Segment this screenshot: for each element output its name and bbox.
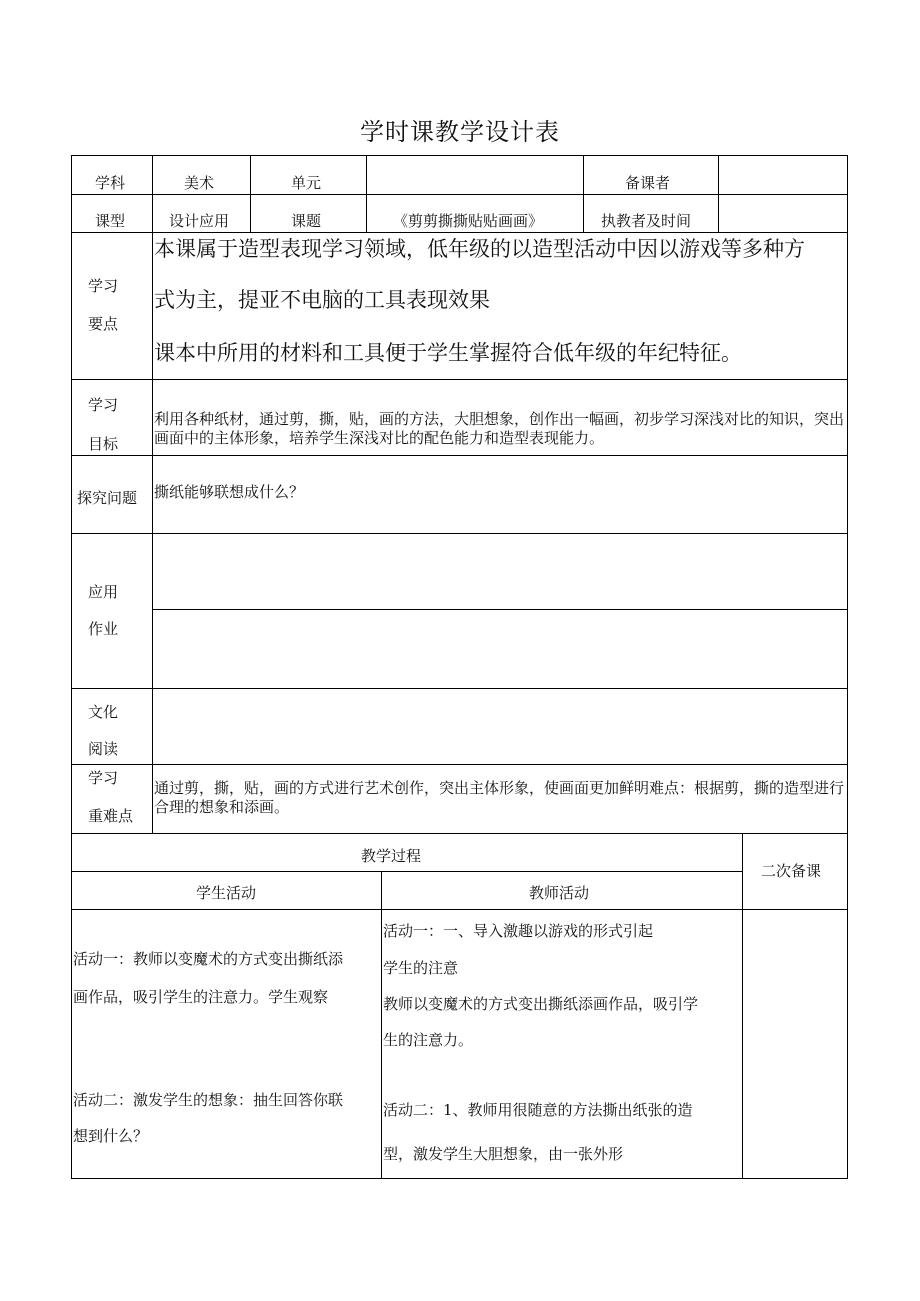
rule bbox=[71, 833, 848, 834]
unit-label: 单元 bbox=[291, 174, 322, 192]
inquiry-text: 撕纸能够联想成什么？ bbox=[154, 483, 305, 501]
culture-label: 阅读 bbox=[88, 740, 119, 758]
teacher-activity-line: 型，激发学生大胆想象，由一张外形 bbox=[383, 1145, 624, 1163]
rule bbox=[71, 1178, 848, 1179]
difficulties-label: 学习 bbox=[88, 769, 119, 787]
rule bbox=[742, 833, 743, 1179]
rule bbox=[71, 533, 848, 534]
type-label: 课型 bbox=[95, 212, 126, 230]
subject-label: 学科 bbox=[95, 174, 126, 192]
teacher-activity-line: 活动二：1、教师用很随意的方法撕出纸张的造 bbox=[383, 1101, 693, 1119]
inquiry-label: 探究问题 bbox=[77, 489, 138, 507]
rule bbox=[847, 155, 848, 1179]
rule bbox=[71, 194, 848, 195]
topic-label: 课题 bbox=[291, 212, 322, 230]
process-title: 教学过程 bbox=[361, 847, 422, 865]
rule bbox=[381, 871, 382, 1179]
key-points-label: 学习 bbox=[88, 277, 119, 295]
rule bbox=[152, 155, 153, 833]
rule bbox=[583, 155, 584, 232]
rule bbox=[250, 155, 251, 232]
student-activity-line: 活动二：激发学生的想象：抽生回答你联 bbox=[73, 1091, 344, 1109]
page-title: 学时课教学设计表 bbox=[360, 118, 560, 146]
objectives-label: 学习 bbox=[88, 396, 119, 414]
subject-value: 美术 bbox=[184, 174, 215, 192]
rule bbox=[71, 155, 848, 156]
student-activity-line: 活动一：教师以变魔术的方式变出撕纸添 bbox=[73, 950, 344, 968]
student-activity-line: 画作品，吸引学生的注意力。学生观察 bbox=[73, 988, 329, 1006]
key-points-text: 本课属于造型表现学习领域，低年级的以造型活动中因以游戏等多种方 bbox=[154, 237, 805, 261]
preparer-label: 备课者 bbox=[625, 174, 671, 192]
rule bbox=[71, 688, 848, 689]
teacher-activity-line: 生的注意力。 bbox=[383, 1031, 474, 1049]
type-value: 设计应用 bbox=[169, 212, 230, 230]
second-prep-header: 二次备课 bbox=[761, 862, 822, 880]
key-points-text: 式为主，提亚不电脑的工具表现效果 bbox=[154, 288, 490, 312]
teacher-activity-line: 活动一：一、导入激趣以游戏的形式引起 bbox=[383, 922, 654, 940]
objectives-text: 利用各种纸材，通过剪，撕，贴，画的方法，大胆想象，创作出一幅画，初步学习深浅对比的知识，突出画面中的主体形象，培养学生深浅对比的配色能力和造型表现能力。 bbox=[154, 410, 845, 447]
culture-label: 文化 bbox=[88, 703, 119, 721]
student-activity-line: 想到什么？ bbox=[73, 1127, 149, 1145]
key-points-label: 要点 bbox=[88, 315, 119, 333]
objectives-label: 目标 bbox=[88, 435, 119, 453]
teacher-activity-header: 教师活动 bbox=[529, 884, 590, 902]
teacher-time-label: 执教者及时间 bbox=[601, 212, 692, 230]
rule bbox=[71, 232, 848, 233]
homework-label: 应用 bbox=[88, 583, 119, 601]
rule bbox=[71, 155, 72, 1179]
student-activity-header: 学生活动 bbox=[196, 884, 257, 902]
teacher-activity-line: 学生的注意 bbox=[383, 959, 459, 977]
rule bbox=[71, 909, 848, 910]
rule bbox=[71, 379, 848, 380]
rule bbox=[71, 764, 848, 765]
rule bbox=[71, 455, 848, 456]
teacher-activity-line: 教师以变魔术的方式变出撕纸添画作品，吸引学 bbox=[383, 995, 699, 1013]
difficulties-text: 通过剪，撕，贴，画的方式进行艺术创作，突出主体形象，使画面更加鲜明难点：根据剪，撕的造型进行合理的想象和添画。 bbox=[154, 779, 845, 816]
key-points-text: 课本中所用的材料和工具便于学生掌握符合低年级的年纪特征。 bbox=[154, 341, 742, 365]
rule bbox=[152, 609, 848, 610]
difficulties-label: 重难点 bbox=[88, 807, 134, 825]
rule bbox=[71, 871, 742, 872]
rule bbox=[366, 155, 367, 232]
topic-value: 《剪剪撕撕贴贴画画》 bbox=[393, 212, 544, 230]
homework-label: 作业 bbox=[88, 620, 119, 638]
rule bbox=[718, 155, 719, 232]
